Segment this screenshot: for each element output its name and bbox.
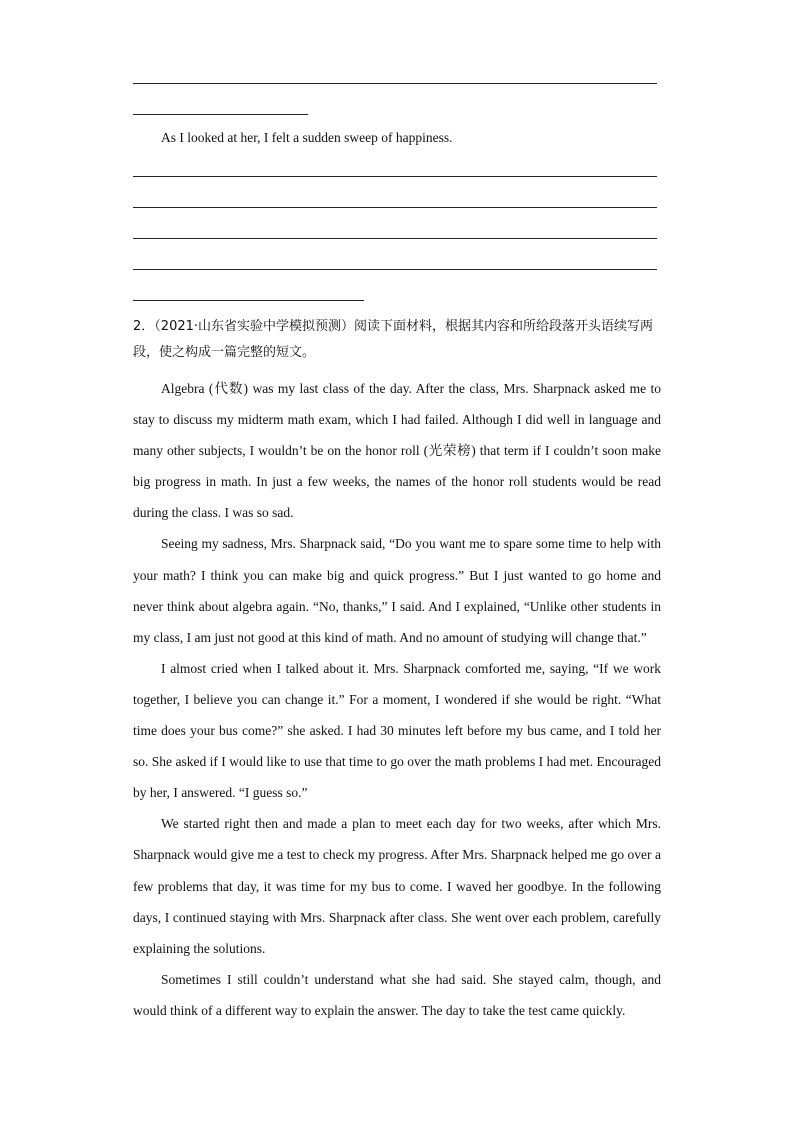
answer-line: [133, 300, 364, 301]
passage-paragraph: I almost cried when I talked about it. Mrs. Sharpnack comforted me, saying, “If we work together, I believe you can change it.” For a moment, I wondered if she would be right. “What time does your bus come?” she asked. I had 30 minutes left before my bus came, and I told her so. She asked if I would like to use that time to go over the math problems I had met. Encouraged by her, I answered. “I guess so.”: [133, 660, 661, 801]
answer-line: [133, 269, 657, 270]
question-source: （2021·山东省实验中学模拟预测）: [154, 319, 355, 334]
question-number: 2: [133, 319, 142, 334]
answer-line: [133, 114, 308, 115]
question-instruction: 阅读下面材料，根据其内容和所给段落开头语续写两段，使之构成一篇完整的短文。: [133, 319, 654, 360]
answer-line: [133, 83, 657, 84]
passage-paragraph: We started right then and made a plan to meet each day for two weeks, after which Mrs. Sharpnack would give me a test to check my progress. After Mrs. Sharpnack helped me go over a few problems that day, it was time for my bus to come. I waved her goodbye. In the following days, I continued staying with Mrs. Sharpnack after class. She went over each problem, carefully explaining the solutions.: [133, 816, 661, 956]
answer-line: [133, 207, 657, 208]
passage-paragraph: Sometimes I still couldn’t understand what she had said. She stayed calm, though, and would think of a different way to explain the answer. The day to take the test came quickly.: [133, 971, 661, 1018]
question-header: 2．（2021·山东省实验中学模拟预测）阅读下面材料，根据其内容和所给段落开头语续写两段，使之构成一篇完整的短文。: [133, 319, 654, 360]
answer-line: [133, 176, 657, 177]
passage-paragraph: Seeing my sadness, Mrs. Sharpnack said, “Do you want me to spare some time to help with your math? I think you can make big and quick progress.” But I just wanted to go home and never think about algebra again. “No, thanks,” I said. And I explained, “Unlike other students in my class, I am just not good at this kind of math. And no amount of studying will change that.”: [133, 536, 661, 645]
passage-paragraph: Algebra (代数) was my last class of the day. After the class, Mrs. Sharpnack asked me to stay to discuss my midterm math exam, which I had failed. Although I did well in language and many other subjects, I wouldn’t be on the honor roll (光荣榜) that term if I couldn’t soon make big progress in math. In just a few weeks, the names of the honor roll students would be read during the class. I was so sad.: [133, 381, 661, 521]
paragraph-prompt: As I looked at her, I felt a sudden sweep of happiness.: [161, 130, 453, 145]
answer-line: [133, 238, 657, 239]
reading-passage: [133, 373, 661, 1026]
